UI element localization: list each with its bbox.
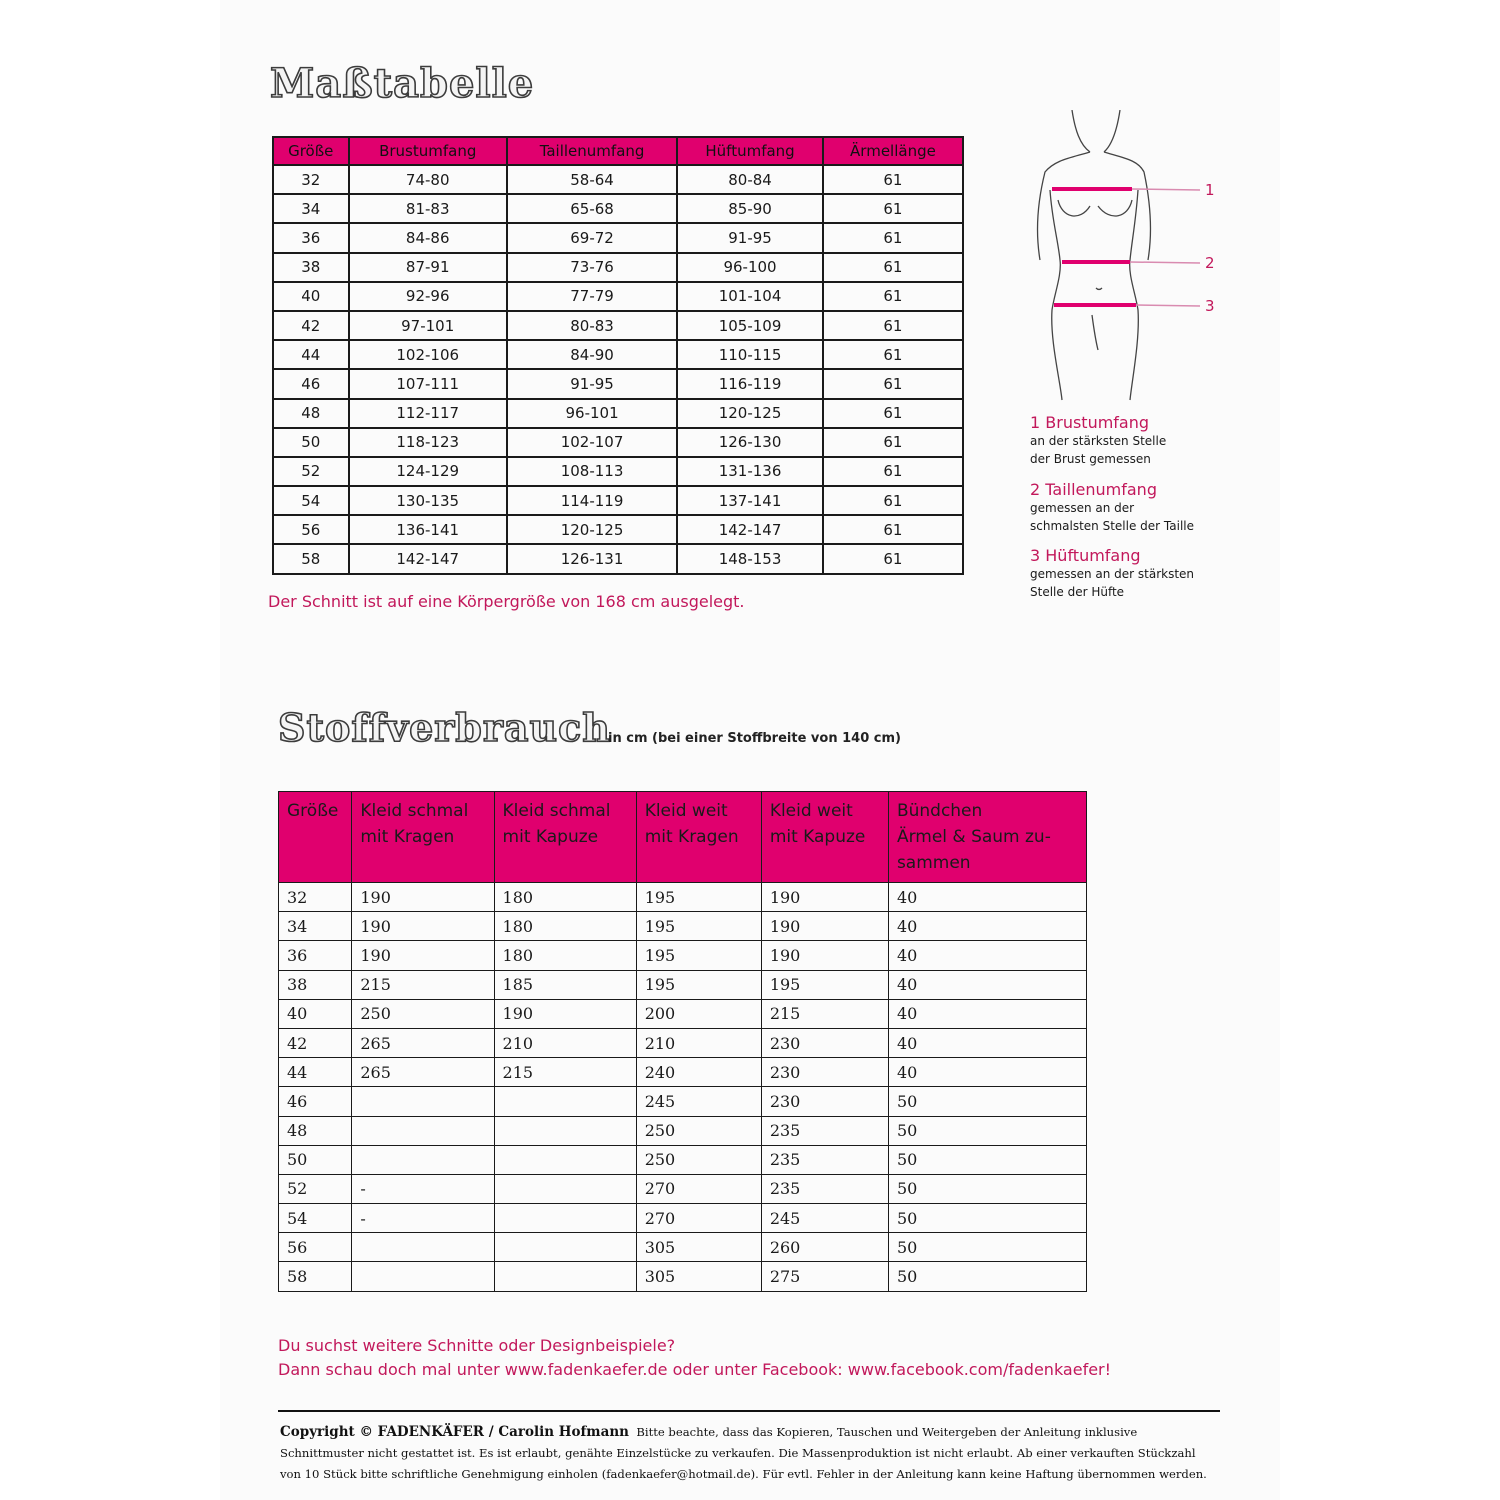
fabric-table-header-cell: Bündchen Ärmel & Saum zu- sammen — [888, 792, 1086, 883]
size-table-cell: 126-130 — [677, 428, 823, 457]
size-table-cell: 101-104 — [677, 282, 823, 311]
table-row — [279, 1174, 1087, 1203]
size-table-cell: 38 — [273, 253, 349, 282]
size-table-cell: 142-147 — [349, 544, 507, 573]
legend-desc: gemessen an der — [1030, 501, 1135, 515]
size-table-cell: 61 — [823, 369, 963, 398]
size-table-cell: 61 — [823, 194, 963, 223]
fabric-table-cell: 210 — [494, 1028, 636, 1057]
size-table-header-cell: Taillenumfang — [507, 137, 677, 165]
fabric-table-cell: - — [352, 1174, 494, 1203]
table-row — [279, 1233, 1087, 1262]
size-table-cell: 91-95 — [507, 369, 677, 398]
fabric-table-cell: 190 — [352, 941, 494, 970]
fabric-table-cell: 195 — [636, 883, 761, 912]
fabric-table-title: Stoffverbrauch — [278, 705, 611, 750]
legend-title: 1 Brustumfang — [1030, 413, 1150, 432]
fabric-table-cell: 58 — [279, 1262, 352, 1291]
size-table-cell: 118-123 — [349, 428, 507, 457]
table-row — [279, 912, 1087, 941]
size-table-cell: 36 — [273, 223, 349, 252]
table-row — [273, 223, 963, 252]
size-table-cell: 61 — [823, 311, 963, 340]
fabric-table-header-cell: Größe — [279, 792, 352, 883]
size-table-cell: 61 — [823, 340, 963, 369]
size-table-cell: 46 — [273, 369, 349, 398]
fabric-table-cell: 36 — [279, 941, 352, 970]
table-row — [273, 282, 963, 311]
table-row — [273, 253, 963, 282]
fabric-table-cell: 40 — [888, 941, 1086, 970]
fabric-table-header-cell: Kleid weit mit Kapuze — [761, 792, 888, 883]
fabric-table-cell: 260 — [761, 1233, 888, 1262]
size-table-cell: 81-83 — [349, 194, 507, 223]
fabric-table-cell: 270 — [636, 1204, 761, 1233]
fabric-table-cell: 48 — [279, 1116, 352, 1145]
legend-title: 3 Hüftumfang — [1030, 546, 1141, 565]
size-table-cell: 96-101 — [507, 399, 677, 428]
fabric-table-cell: 42 — [279, 1028, 352, 1057]
fabric-table-cell: 40 — [888, 883, 1086, 912]
fabric-table-cell: 40 — [888, 1058, 1086, 1087]
size-table-cell: 61 — [823, 223, 963, 252]
size-table-cell: 61 — [823, 253, 963, 282]
size-table-header-cell: Größe — [273, 137, 349, 165]
legend-waist — [1030, 480, 1230, 535]
fabric-table-cell: 235 — [761, 1116, 888, 1145]
fabric-table-cell: 50 — [888, 1174, 1086, 1203]
size-table-header-cell: Hüftumfang — [677, 137, 823, 165]
size-table-cell: 116-119 — [677, 369, 823, 398]
size-table-cell: 80-84 — [677, 165, 823, 194]
fabric-table-cell: 190 — [761, 912, 888, 941]
fabric-table-header-cell: Kleid schmal mit Kragen — [352, 792, 494, 883]
size-table-cell: 58 — [273, 544, 349, 573]
fabric-table-cell: 305 — [636, 1233, 761, 1262]
fabric-table-cell: 210 — [636, 1028, 761, 1057]
size-table-cell: 107-111 — [349, 369, 507, 398]
fabric-table-cell: 230 — [761, 1087, 888, 1116]
fabric-table-header-row — [279, 792, 1087, 883]
fabric-table-cell: 180 — [494, 883, 636, 912]
fabric-table-cell: 180 — [494, 912, 636, 941]
legend-desc: an der stärksten Stelle — [1030, 434, 1167, 448]
table-row — [279, 1087, 1087, 1116]
size-table-cell: 42 — [273, 311, 349, 340]
bust-marker-line — [1052, 187, 1132, 191]
table-row — [273, 165, 963, 194]
size-table-cell: 142-147 — [677, 515, 823, 544]
size-table-cell: 61 — [823, 486, 963, 515]
size-table-cell: 52 — [273, 457, 349, 486]
size-table-cell: 84-90 — [507, 340, 677, 369]
table-row — [279, 1116, 1087, 1145]
table-row — [279, 1145, 1087, 1174]
fabric-table-cell: 50 — [888, 1145, 1086, 1174]
size-table-cell: 40 — [273, 282, 349, 311]
fabric-table-body — [279, 883, 1087, 1292]
table-row — [279, 999, 1087, 1028]
fabric-table-cell: 190 — [352, 883, 494, 912]
legend-desc: Stelle der Hüfte — [1030, 585, 1125, 599]
fabric-table-cell — [494, 1262, 636, 1291]
fabric-table-cell: 50 — [888, 1204, 1086, 1233]
size-table-cell: 58-64 — [507, 165, 677, 194]
size-table-cell: 61 — [823, 282, 963, 311]
size-table-cell: 102-106 — [349, 340, 507, 369]
fabric-table-cell: 250 — [636, 1116, 761, 1145]
table-row — [273, 457, 963, 486]
fabric-table-cell: 245 — [636, 1087, 761, 1116]
fabric-table-cell: 270 — [636, 1174, 761, 1203]
size-table-cell: 120-125 — [677, 399, 823, 428]
size-table-header-row — [273, 137, 963, 165]
fabric-table-cell: 54 — [279, 1204, 352, 1233]
fabric-table-cell — [352, 1233, 494, 1262]
size-table-cell: 126-131 — [507, 544, 677, 573]
size-table-cell: 65-68 — [507, 194, 677, 223]
fabric-table-cell: 275 — [761, 1262, 888, 1291]
fabric-table-cell: 52 — [279, 1174, 352, 1203]
table-row — [273, 486, 963, 515]
fabric-table-cell: 190 — [352, 912, 494, 941]
table-row — [273, 340, 963, 369]
fabric-table-cell: 265 — [352, 1028, 494, 1057]
fabric-table-cell: 190 — [494, 999, 636, 1028]
fabric-table-cell: 44 — [279, 1058, 352, 1087]
size-table-cell: 97-101 — [349, 311, 507, 340]
table-row — [279, 1028, 1087, 1057]
fabric-table-cell: 50 — [279, 1145, 352, 1174]
fabric-table-cell: 40 — [888, 912, 1086, 941]
size-table-cell: 61 — [823, 544, 963, 573]
fabric-table-cell: 56 — [279, 1233, 352, 1262]
size-table-cell: 50 — [273, 428, 349, 457]
fabric-table-cell: 50 — [888, 1233, 1086, 1262]
fabric-table-cell — [494, 1174, 636, 1203]
fabric-table-cell: 235 — [761, 1145, 888, 1174]
fabric-table-header-cell: Kleid schmal mit Kapuze — [494, 792, 636, 883]
table-row — [279, 1262, 1087, 1291]
fabric-table-cell — [494, 1087, 636, 1116]
waist-leader-line — [1130, 262, 1200, 263]
size-table-cell: 110-115 — [677, 340, 823, 369]
legend-title: 2 Taillenumfang — [1030, 480, 1157, 499]
fabric-table-cell: 34 — [279, 912, 352, 941]
size-table-header-cell: Ärmellänge — [823, 137, 963, 165]
copyright-text: Bitte beachte, dass das Kopieren, Tauschen und Weitergeben der Anleitung inklusive Schnittmuster nicht gestattet ist. Es ist erlaubt, genähte Einzelstücke zu verkaufen. Die Massenproduktion ist nicht erlaubt. Ab einer verkauften Stückzahl von 10 Stück bitte schriftliche Genehmigung einholen (fadenkaefer@hotmail.de). Für evtl. Fehler in der Anleitung kann keine Haftung übernommen werden. — [280, 1425, 1207, 1481]
bust-leader-line — [1132, 189, 1200, 190]
marker-number-3: 3 — [1205, 297, 1215, 315]
size-table-cell: 34 — [273, 194, 349, 223]
fabric-table-cell — [494, 1233, 636, 1262]
fabric-table-cell: 240 — [636, 1058, 761, 1087]
size-table-cell: 61 — [823, 515, 963, 544]
size-table-cell: 124-129 — [349, 457, 507, 486]
fabric-table-cell: 200 — [636, 999, 761, 1028]
promo-line-2: Dann schau doch mal unter www.fadenkaefer.de oder unter Facebook: www.facebook.com/fadenkaefer! — [278, 1360, 1112, 1379]
fabric-table-cell: 215 — [494, 1058, 636, 1087]
table-row — [273, 428, 963, 457]
size-table-body — [273, 165, 963, 574]
size-table-cell: 130-135 — [349, 486, 507, 515]
table-row — [273, 399, 963, 428]
fabric-table-cell: 46 — [279, 1087, 352, 1116]
table-row — [273, 194, 963, 223]
size-table-cell: 131-136 — [677, 457, 823, 486]
table-row — [279, 970, 1087, 999]
fabric-table-cell: 215 — [352, 970, 494, 999]
size-table-cell: 136-141 — [349, 515, 507, 544]
fabric-table-cell: 190 — [761, 941, 888, 970]
fabric-table-cell: 195 — [761, 970, 888, 999]
size-table-cell: 48 — [273, 399, 349, 428]
fabric-table-cell: 245 — [761, 1204, 888, 1233]
legend-hip — [1030, 546, 1230, 601]
fabric-table-cell: 265 — [352, 1058, 494, 1087]
fabric-table-cell: 40 — [888, 1028, 1086, 1057]
size-table-cell: 56 — [273, 515, 349, 544]
size-table-cell: 61 — [823, 399, 963, 428]
fabric-table-cell: 230 — [761, 1058, 888, 1087]
fabric-table-cell: 195 — [636, 912, 761, 941]
table-row — [279, 1204, 1087, 1233]
fabric-table-cell — [352, 1087, 494, 1116]
fabric-table-cell: 230 — [761, 1028, 888, 1057]
size-table-cell: 32 — [273, 165, 349, 194]
fabric-table-cell — [494, 1145, 636, 1174]
fabric-table-cell: 38 — [279, 970, 352, 999]
size-table-cell: 44 — [273, 340, 349, 369]
promo-line-1: Du suchst weitere Schnitte oder Designbeispiele? — [278, 1336, 676, 1355]
fabric-table-cell: 180 — [494, 941, 636, 970]
marker-number-2: 2 — [1205, 254, 1215, 272]
fabric-table-cell: 235 — [761, 1174, 888, 1203]
size-table-cell: 84-86 — [349, 223, 507, 252]
size-table-cell: 112-117 — [349, 399, 507, 428]
size-table-cell: 69-72 — [507, 223, 677, 252]
size-table-cell: 137-141 — [677, 486, 823, 515]
table-row — [273, 544, 963, 573]
marker-number-1: 1 — [1205, 181, 1215, 199]
size-table-cell: 108-113 — [507, 457, 677, 486]
fabric-table-cell — [494, 1116, 636, 1145]
hip-marker-line — [1054, 303, 1136, 307]
table-row — [273, 369, 963, 398]
hip-leader-line — [1136, 305, 1200, 306]
fabric-table-cell: 195 — [636, 941, 761, 970]
fabric-table-cell: 32 — [279, 883, 352, 912]
fabric-table-cell: - — [352, 1204, 494, 1233]
fabric-table-header-cell: Kleid weit mit Kragen — [636, 792, 761, 883]
fabric-table-cell — [494, 1204, 636, 1233]
legend-desc: schmalsten Stelle der Taille — [1030, 519, 1194, 533]
size-table-header-cell: Brustumfang — [349, 137, 507, 165]
fabric-table-cell: 190 — [761, 883, 888, 912]
legend-desc: der Brust gemessen — [1030, 452, 1151, 466]
size-table — [272, 136, 964, 575]
size-table-cell: 54 — [273, 486, 349, 515]
size-table-cell: 73-76 — [507, 253, 677, 282]
fabric-table-cell — [352, 1116, 494, 1145]
fabric-table-cell — [352, 1145, 494, 1174]
fabric-table-cell: 250 — [636, 1145, 761, 1174]
copyright-notice — [280, 1422, 1220, 1485]
footer-divider — [278, 1410, 1220, 1412]
waist-marker-line — [1062, 260, 1130, 264]
fabric-table-subtitle: in cm (bei einer Stoffbreite von 140 cm) — [608, 731, 901, 746]
size-table-cell: 61 — [823, 457, 963, 486]
fabric-table-cell: 250 — [352, 999, 494, 1028]
fabric-table-cell: 215 — [761, 999, 888, 1028]
fabric-table-cell: 305 — [636, 1262, 761, 1291]
body-outline — [1038, 110, 1151, 400]
fabric-table-cell: 185 — [494, 970, 636, 999]
fabric-table — [278, 791, 1087, 1292]
size-table-cell: 92-96 — [349, 282, 507, 311]
fabric-table-cell: 40 — [888, 999, 1086, 1028]
fabric-table-cell: 40 — [279, 999, 352, 1028]
table-row — [279, 941, 1087, 970]
table-row — [279, 883, 1087, 912]
size-table-cell: 61 — [823, 165, 963, 194]
table-row — [273, 515, 963, 544]
legend-desc: gemessen an der stärksten — [1030, 567, 1195, 581]
fabric-table-cell: 195 — [636, 970, 761, 999]
size-table-cell: 120-125 — [507, 515, 677, 544]
size-table-cell: 77-79 — [507, 282, 677, 311]
fabric-table-cell: 50 — [888, 1116, 1086, 1145]
fabric-table-cell — [352, 1262, 494, 1291]
copyright-lead: Copyright © FADENKÄFER / Carolin Hofmann — [280, 1424, 629, 1440]
size-table-cell: 74-80 — [349, 165, 507, 194]
size-table-cell: 148-153 — [677, 544, 823, 573]
size-table-cell: 85-90 — [677, 194, 823, 223]
table-row — [279, 1058, 1087, 1087]
fabric-table-cell: 50 — [888, 1087, 1086, 1116]
size-table-cell: 102-107 — [507, 428, 677, 457]
size-table-cell: 87-91 — [349, 253, 507, 282]
fabric-table-cell: 40 — [888, 970, 1086, 999]
size-table-cell: 114-119 — [507, 486, 677, 515]
legend-bust — [1030, 413, 1230, 468]
size-table-cell: 80-83 — [507, 311, 677, 340]
size-table-cell: 61 — [823, 428, 963, 457]
size-table-cell: 105-109 — [677, 311, 823, 340]
size-table-title: Maßtabelle — [270, 60, 535, 107]
size-table-cell: 91-95 — [677, 223, 823, 252]
fabric-table-cell: 50 — [888, 1262, 1086, 1291]
size-table-cell: 96-100 — [677, 253, 823, 282]
table-row — [273, 311, 963, 340]
body-height-note: Der Schnitt ist auf eine Körpergröße von 168 cm ausgelegt. — [268, 592, 745, 611]
